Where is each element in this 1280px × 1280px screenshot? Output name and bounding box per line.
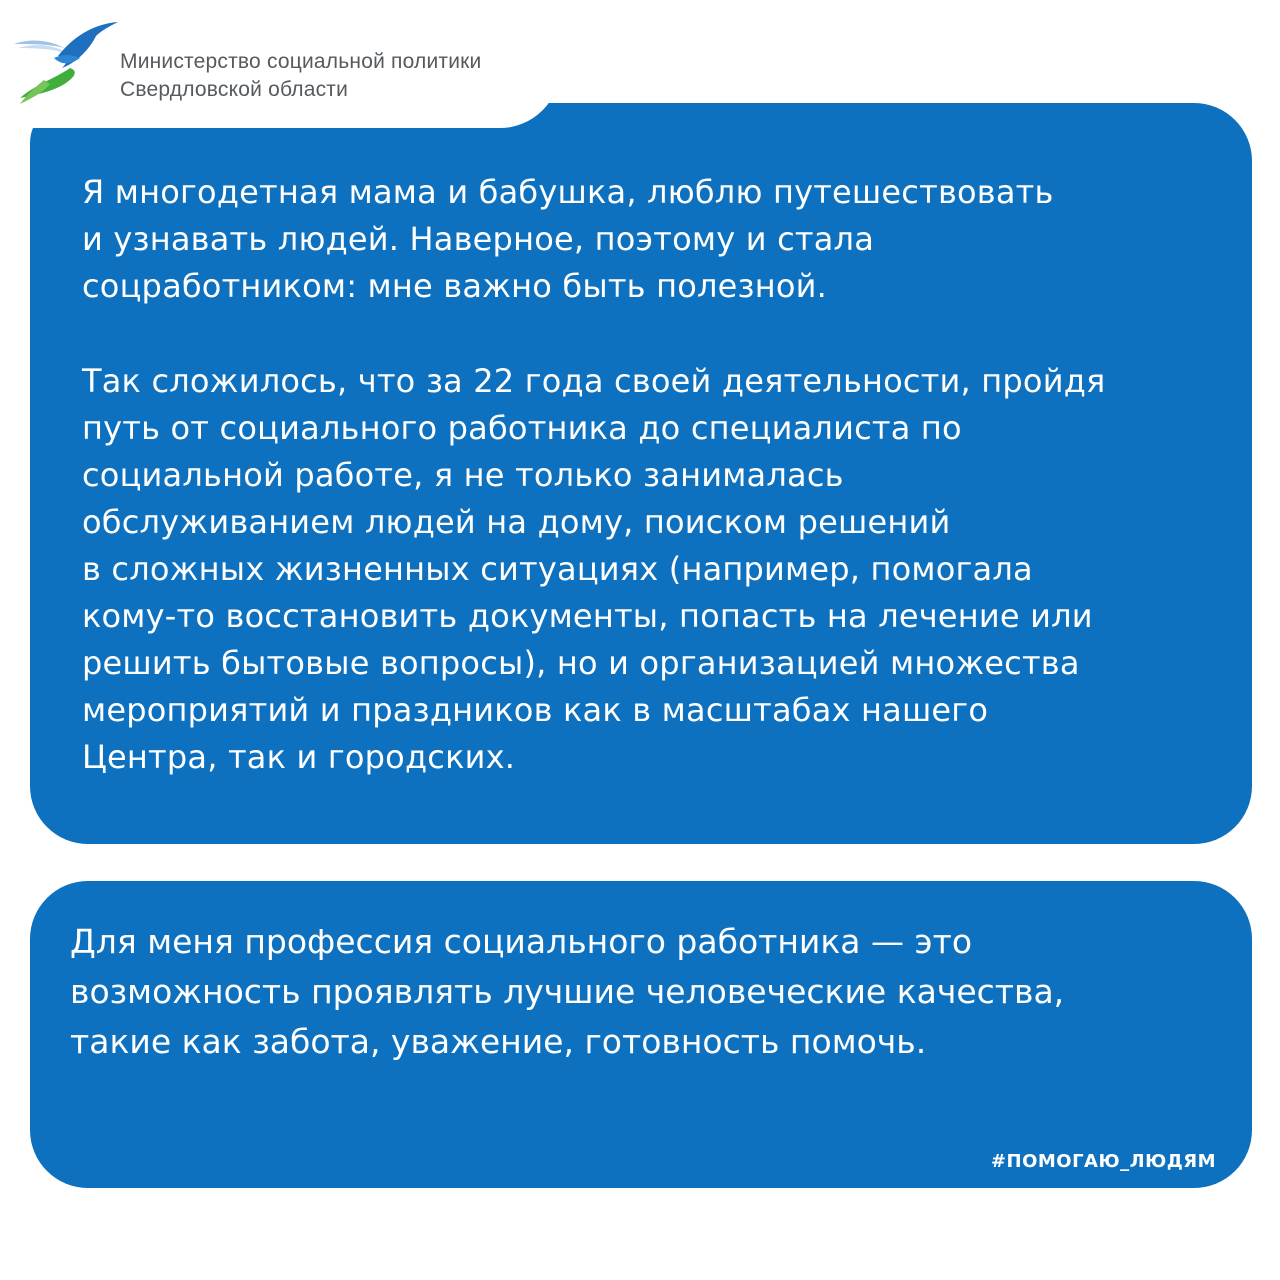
bird-logo-icon — [10, 18, 122, 108]
story-paragraph-intro — [82, 169, 1222, 310]
text-line: и узнавать людей. Наверное, поэтому и стала — [82, 220, 875, 258]
organization-name-line-1: Министерство социальной политики — [120, 50, 482, 73]
quote-text — [70, 917, 1220, 1067]
organization-name — [120, 48, 481, 104]
text-line: обслуживанием людей на дому, поиском решений — [82, 503, 951, 541]
organization-name-line-2: Свердловской области — [120, 78, 349, 101]
text-line: мероприятий и праздников как в масштабах нашего — [82, 691, 989, 729]
text-line: кому-то восстановить документы, попасть на лечение или — [82, 597, 1093, 635]
text-line: социальной работе, я не только занималась — [82, 456, 844, 494]
text-line: путь от социального работника до специалиста по — [82, 409, 962, 447]
text-line: Для меня профессия социального работника — это — [70, 922, 973, 961]
hashtag: #ПОМОГАЮ_ЛЮДЯМ — [990, 1151, 1216, 1172]
text-line: соцработником: мне важно быть полезной. — [82, 267, 828, 305]
story-paragraph-career — [82, 358, 1222, 781]
text-line: в сложных жизненных ситуациях (например, помогала — [82, 550, 1033, 588]
text-line: такие как забота, уважение, готовность помочь. — [70, 1022, 927, 1061]
text-line: решить бытовые вопросы), но и организацией множества — [82, 644, 1080, 682]
text-line: возможность проявлять лучшие человеческие качества, — [70, 972, 1065, 1011]
text-line: Я многодетная мама и бабушка, люблю путешествовать — [82, 173, 1054, 211]
text-line: Так сложилось, что за 22 года своей деятельности, пройдя — [82, 362, 1106, 400]
text-line: Центра, так и городских. — [82, 738, 516, 776]
header — [0, 0, 620, 130]
quote-card — [30, 881, 1252, 1188]
story-card — [30, 103, 1252, 844]
